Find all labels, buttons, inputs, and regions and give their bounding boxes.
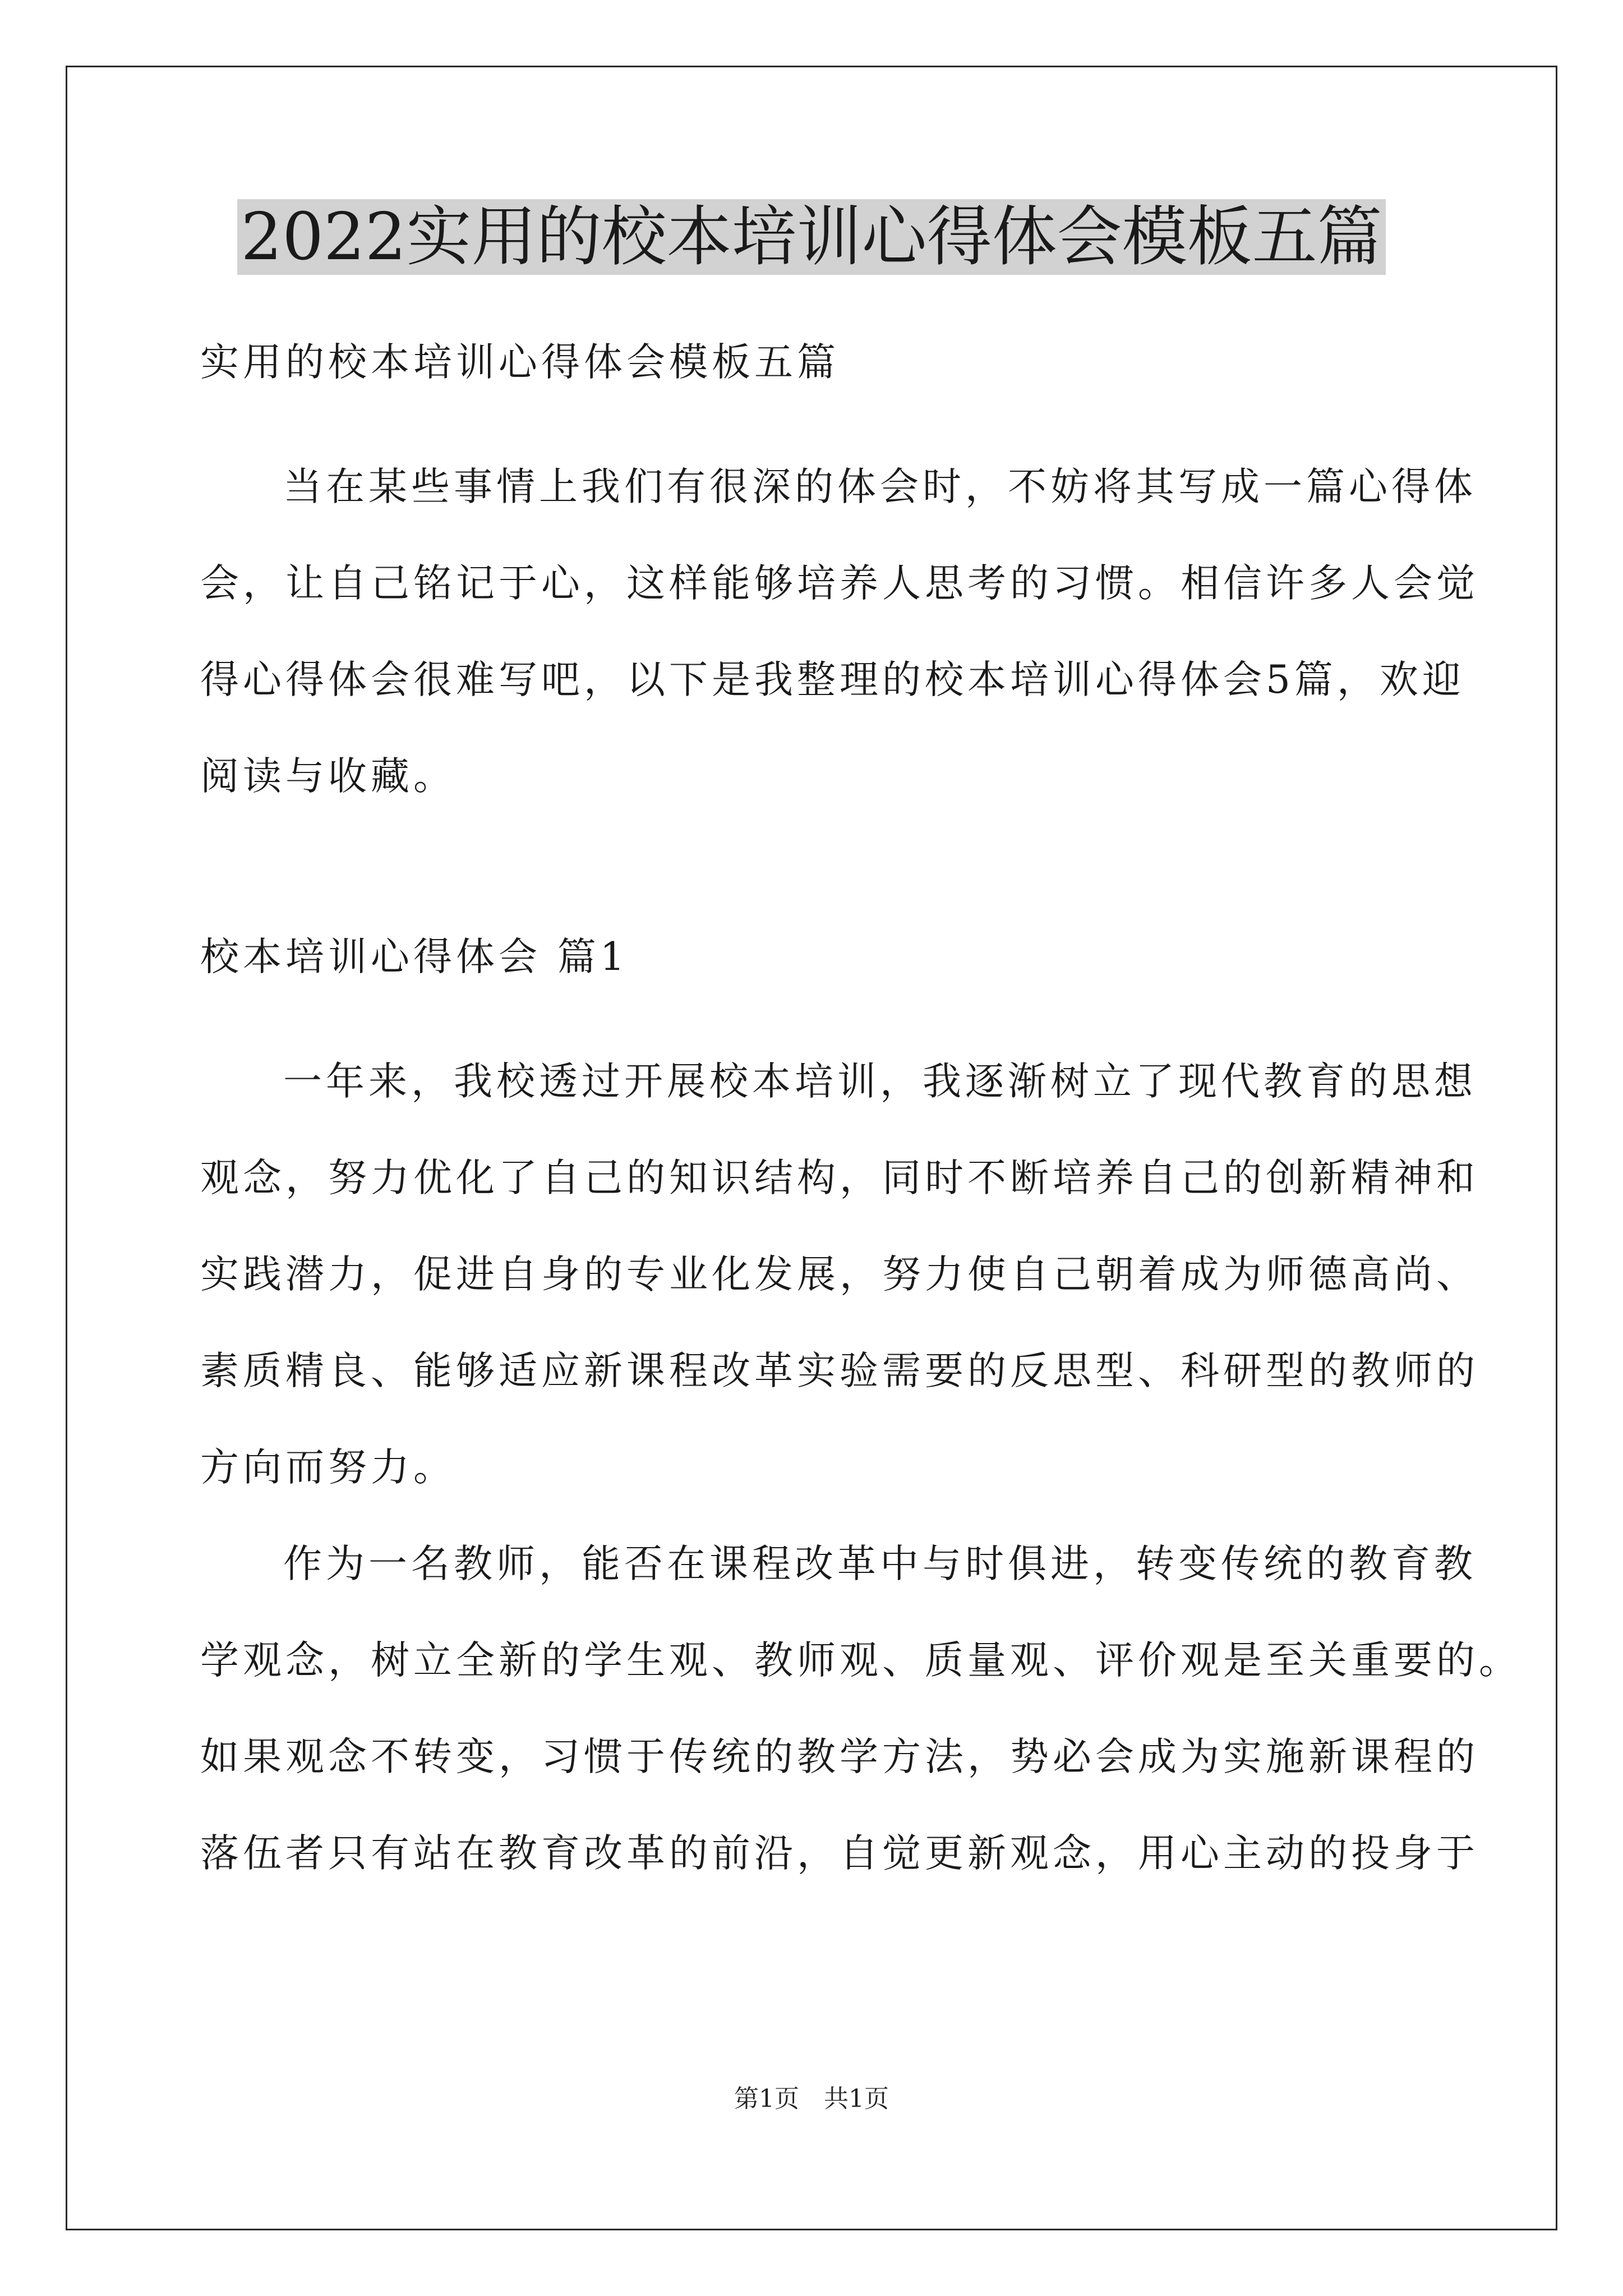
document-title	[0, 195, 1623, 279]
section-heading-text: 校本培训心得体会 篇1	[200, 935, 629, 979]
page-footer	[0, 2082, 1623, 2116]
intro-line-1: 当在某些事情上我们有很深的体会时，不妨将其写成一篇心得体	[283, 464, 1477, 509]
para1-line-4: 素质精良、能够适应新课程改革实验需要的反思型、科研型的教师的	[200, 1349, 1479, 1393]
paragraph-1	[200, 1033, 1479, 1516]
para1-line-1: 一年来，我校透过开展校本培训，我逐渐树立了现代教育的思想	[283, 1059, 1477, 1104]
intro-line-3: 得心得体会很难写吧，以下是我整理的校本培训心得体会5篇，欢迎	[200, 657, 1465, 702]
document-title-text: 2022实用的校本培训心得体会模板五篇	[237, 199, 1385, 275]
para1-line-5: 方向而努力。	[200, 1445, 456, 1490]
para1-line-2: 观念，努力优化了自己的知识结构，同时不断培养自己的创新精神和	[200, 1156, 1479, 1200]
document-subtitle	[200, 314, 1434, 411]
intro-line-2: 会，让自己铭记于心，这样能够培养人思考的习惯。相信许多人会觉	[200, 561, 1479, 606]
subtitle-text: 实用的校本培训心得体会模板五篇	[200, 340, 840, 385]
intro-line-4: 阅读与收藏。	[200, 754, 456, 799]
page-number: 第1页 共1页	[734, 2085, 889, 2113]
para2-line-2: 学观念，树立全新的学生观、教师观、质量观、评价观是至关重要的。	[200, 1638, 1521, 1683]
paragraph-2	[200, 1516, 1521, 1902]
section-heading	[200, 909, 1434, 1005]
para1-line-3: 实践潜力，促进自身的专业化发展，努力使自己朝着成为师德高尚、	[200, 1252, 1479, 1297]
intro-paragraph	[200, 439, 1479, 825]
para2-line-1: 作为一名教师，能否在课程改革中与时俱进，转变传统的教育教	[283, 1542, 1477, 1586]
para2-line-4: 落伍者只有站在教育改革的前沿，自觉更新观念，用心主动的投身于	[200, 1831, 1479, 1876]
para2-line-3: 如果观念不转变，习惯于传统的教学方法，势必会成为实施新课程的	[200, 1734, 1479, 1779]
